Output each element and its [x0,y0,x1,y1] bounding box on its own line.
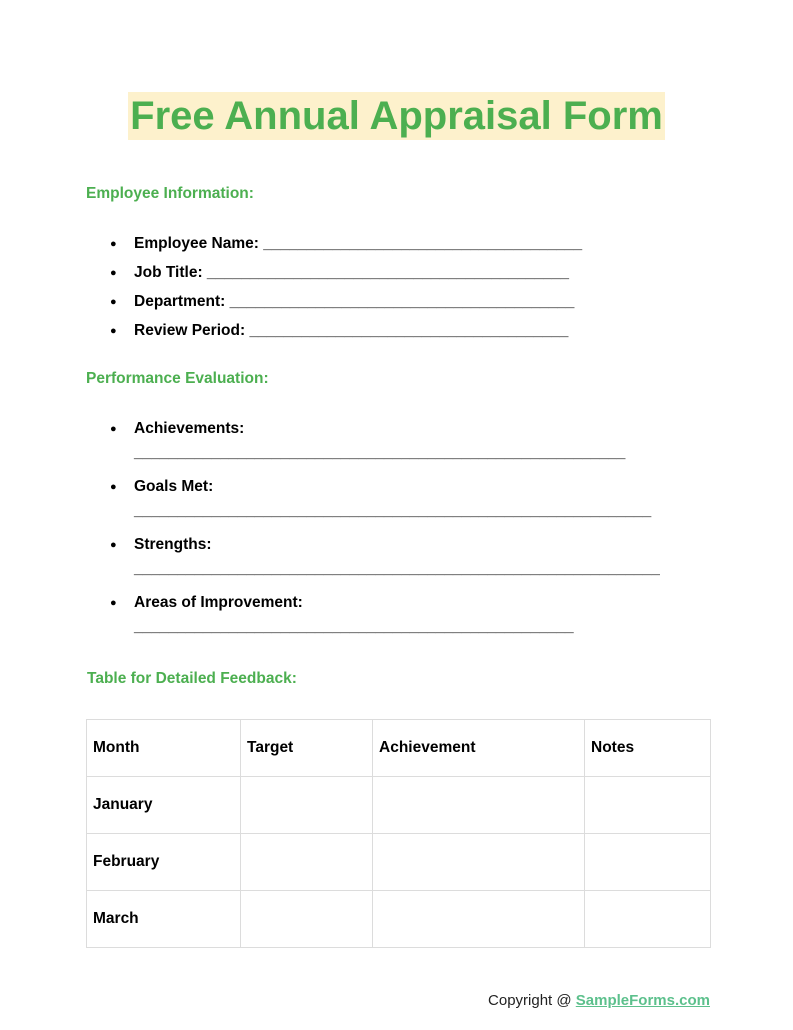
cell[interactable] [241,834,373,891]
field-label: Job Title: [134,264,207,281]
section-employee-info: Employee Information: [86,185,254,202]
month-cell: March [87,891,241,948]
list-item [110,235,582,264]
cell[interactable] [241,777,373,834]
cell[interactable] [373,777,585,834]
blank-line[interactable]: ________________________________________ [229,293,575,310]
copyright-text: Copyright @ [488,992,576,1009]
field-label: Goals Met: [134,478,214,495]
blank-line[interactable]: _____________________________________ [263,235,583,252]
cell[interactable] [373,891,585,948]
cell[interactable] [241,891,373,948]
table-row [87,834,711,891]
cell[interactable] [585,834,711,891]
list-item [110,293,582,322]
list-item [110,264,582,293]
header-cell: Month [87,720,241,777]
list-item [110,536,660,594]
month-cell: January [87,777,241,834]
blank-line[interactable]: _____________________________________________________________ [134,560,660,577]
performance-list [110,420,660,652]
footer [488,992,710,1009]
month-cell: February [87,834,241,891]
field-label: Review Period: [134,322,250,339]
list-item [110,478,660,536]
list-item [110,322,582,351]
cell[interactable] [585,891,711,948]
list-item [110,594,660,652]
blank-line[interactable]: _________________________________________________________ [134,444,626,461]
field-label: Employee Name: [134,235,264,252]
blank-line[interactable]: ___________________________________________________ [134,618,574,635]
section-table: Table for Detailed Feedback: [87,670,297,687]
page-title: Free Annual Appraisal Form [130,94,663,138]
header-cell: Target [241,720,373,777]
field-label: Areas of Improvement: [134,594,303,611]
field-label: Department: [134,293,230,310]
blank-line[interactable]: _____________________________________ [249,322,569,339]
blank-line[interactable]: __________________________________________ [206,264,569,281]
feedback-table [86,719,711,948]
sampleforms-link[interactable]: SampleForms.com [575,992,710,1009]
cell[interactable] [373,834,585,891]
list-item [110,420,660,478]
table-header-row [87,720,711,777]
table-row [87,891,711,948]
field-label: Strengths: [134,536,212,553]
table-row [87,777,711,834]
field-label: Achievements: [134,420,245,437]
cell[interactable] [585,777,711,834]
section-performance: Performance Evaluation: [86,370,269,387]
blank-line[interactable]: ____________________________________________________________ [134,502,652,519]
employee-info-list [110,235,582,351]
header-cell: Notes [585,720,711,777]
header-cell: Achievement [373,720,585,777]
